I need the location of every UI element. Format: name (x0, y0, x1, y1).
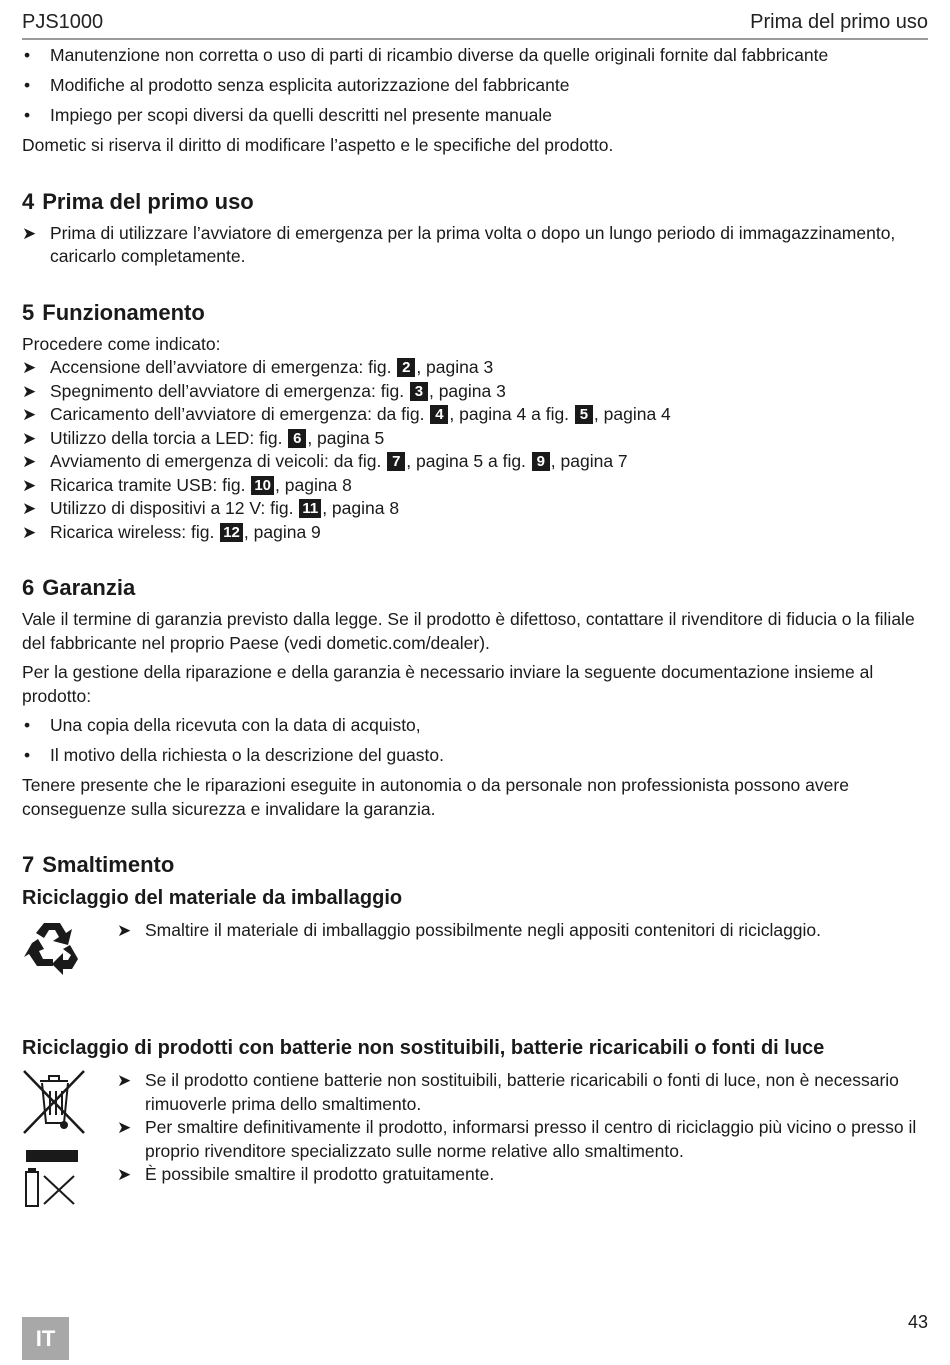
liability-list (22, 44, 928, 128)
figure-ref: 3 (410, 382, 428, 401)
instruction-step: ➤ Se il prodotto contiene batterie non sostituibili, batterie ricaricabili o fonti di luce, non è necessario rimuoverle prima dello smaltimento. (117, 1070, 899, 1114)
arrow-icon: ➤ (22, 428, 37, 448)
list-item: • Manutenzione non corretta o uso di parti di ricambio diverse da quelle originali fornite dal fabbricante (22, 44, 928, 68)
section-title: Prima del primo uso (42, 188, 254, 214)
model-name: PJS1000 (22, 10, 104, 33)
section-number: 7 (22, 852, 35, 877)
operation-steps (22, 356, 928, 544)
arrow-icon: ➤ (117, 921, 132, 940)
figure-ref: 10 (251, 476, 274, 495)
arrow-icon: ➤ (22, 475, 37, 495)
instruction-step: ➤ Avviamento di emergenza di veicoli: da fig. 7 , pagina 5 a fig. 9 , pagina 7 (22, 450, 928, 474)
arrow-icon: ➤ (22, 381, 37, 401)
arrow-icon: ➤ (22, 499, 37, 518)
instruction-step: ➤ Utilizzo di dispositivi a 12 V: fig. 11 , pagina 8 (22, 497, 928, 521)
arrow-icon: ➤ (117, 1165, 132, 1184)
figure-ref: 9 (532, 452, 550, 471)
bar-icon (26, 1150, 78, 1162)
instruction-step: ➤ Ricarica wireless: fig. 12 , pagina 9 (22, 521, 928, 545)
section-number: 4 (22, 188, 35, 214)
list-item: • Modifiche al prodotto senza esplicita autorizzazione del fabbricante (22, 74, 928, 98)
operation-intro: Procedere come indicato: (22, 333, 221, 354)
arrow-icon: ➤ (117, 1071, 132, 1090)
figure-ref: 4 (430, 405, 448, 424)
instruction-step: ➤ È possibile smaltire il prodotto gratuitamente. (117, 1163, 928, 1187)
instruction-step: ➤ Prima di utilizzare l’avviatore di emergenza per la prima volta o dopo un lungo periodo di immagazzinamento, caricarlo completamente. (22, 222, 896, 266)
figure-ref: 12 (220, 523, 243, 542)
crossed-bin-icon (22, 1069, 86, 1139)
running-header (22, 6, 928, 40)
warranty-documents-list (22, 714, 928, 768)
packaging-disposal-block (22, 919, 928, 1031)
instruction-step: ➤ Utilizzo della torcia a LED: fig. 6 , pagina 5 (22, 427, 928, 451)
subsection-heading: Riciclaggio del materiale da imballaggio (22, 887, 403, 909)
list-item: • Una copia della ricevuta con la data di acquisto, (22, 714, 928, 738)
language-badge: IT (22, 1317, 69, 1360)
list-item: • Il motivo della richiesta o la descrizione del guasto. (22, 744, 928, 768)
figure-ref: 11 (299, 499, 321, 518)
section-heading-6 (22, 574, 928, 602)
arrow-icon: ➤ (22, 223, 37, 243)
figure-ref: 5 (575, 405, 593, 424)
warranty-paragraph: Tenere presente che le riparazioni eseguite in autonomia o da personale non professionista possono avere conseguenze sulla sicurezza e invalidare la garanzia. (22, 775, 849, 819)
list-item: • Impiego per scopi diversi da quelli descritti nel presente manuale (22, 104, 928, 128)
instruction-step: ➤ Caricamento dell’avviatore di emergenza: da fig. 4 , pagina 4 a fig. 5 , pagina 4 (22, 403, 928, 427)
arrow-icon: ➤ (22, 522, 37, 542)
instruction-step: ➤ Ricarica tramite USB: fig. 10 , pagina 8 (22, 474, 928, 498)
section-title: Smaltimento (42, 852, 175, 877)
arrow-icon: ➤ (22, 452, 37, 471)
chapter-title: Prima del primo uso (750, 10, 928, 33)
figure-ref: 7 (387, 452, 405, 471)
instruction-step: ➤ Spegnimento dell’avviatore di emergenza: fig. 3 , pagina 3 (22, 380, 928, 404)
instruction-step: ➤ Smaltire il materiale di imballaggio possibilmente negli appositi contenitori di riciclaggio. (117, 919, 928, 943)
product-disposal-block (22, 1069, 928, 1218)
section-heading-7 (22, 851, 928, 879)
arrow-icon: ➤ (117, 1118, 132, 1137)
recycle-icon (22, 919, 82, 977)
warranty-paragraph: Vale il termine di garanzia previsto dalla legge. Se il prodotto è difettoso, contattare il rivenditore di fiducia o la filiale del fabbricante nel proprio Paese (vedi dometic.com/dealer). (22, 609, 915, 653)
section-number: 5 (22, 299, 35, 325)
warranty-paragraph: Per la gestione della riparazione e della garanzia è necessario inviare la seguente documentazione insieme al prodotto: (22, 662, 874, 706)
instruction-step: ➤ Accensione dell’avviatore di emergenza: fig. 2 , pagina 3 (22, 356, 928, 380)
section-heading-4 (22, 188, 928, 216)
section-number: 6 (22, 575, 35, 600)
figure-ref: 2 (397, 358, 415, 377)
arrow-icon: ➤ (22, 358, 37, 377)
section-title: Funzionamento (42, 299, 205, 325)
instruction-step: ➤ Per smaltire definitivamente il prodotto, informarsi presso il centro di riciclaggio più vicino o presso il proprio rivenditore specializzato sulle norme relative allo smaltimento. (117, 1117, 917, 1161)
page-content (22, 44, 928, 1218)
modification-note: Dometic si riserva il diritto di modificare l’aspetto e le specifiche del prodotto. (22, 135, 614, 155)
subsection-heading: Riciclaggio di prodotti con batterie non sostituibili, batterie ricaricabili o fonti di luce (22, 1037, 825, 1059)
figure-ref: 6 (288, 429, 306, 448)
battery-crossed-icon (22, 1168, 78, 1212)
arrow-icon: ➤ (22, 405, 37, 424)
product-disposal-steps (117, 1069, 928, 1187)
page-number: 43 (907, 1312, 928, 1332)
first-use-steps (22, 222, 928, 269)
packaging-steps (117, 919, 928, 943)
section-title: Garanzia (42, 575, 136, 600)
section-heading-5 (22, 299, 928, 327)
